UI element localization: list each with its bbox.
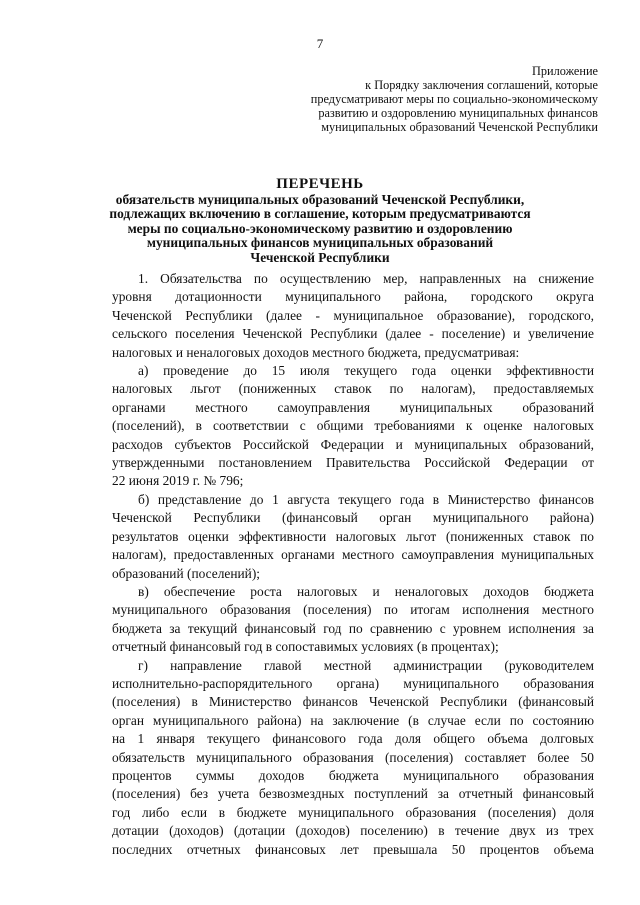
appendix-line: к Порядку заключения соглашений, которые — [365, 78, 598, 92]
paragraph-line: процентов суммы доходов бюджета муниципального образования — [112, 767, 594, 783]
paragraph-line: уровня дотационности муниципального района, городского округа — [112, 289, 594, 305]
paragraph-line: орган муниципального района) на заключение (в случае если по состоянию — [112, 712, 594, 728]
paragraph-line: утвержденными постановлением Правительства Российской Федерации от — [112, 455, 594, 471]
paragraph-line: а) проведение до 15 июля текущего года оценки эффективности — [138, 363, 594, 379]
subtitle-line: меры по социально-экономическому развитию и оздоровлению — [127, 220, 513, 236]
paragraph-line: налоговых и неналоговых доходов местного бюджета, предусматривая: — [112, 344, 520, 360]
paragraph — [112, 583, 594, 657]
paragraph-line: (поселения) в Министерство финансов Чеченской Республики (финансовый — [112, 694, 594, 710]
paragraph — [112, 362, 594, 491]
paragraph-line: Чеченской Республики (далее - муниципальное образование), городского, — [112, 307, 594, 323]
appendix-note — [268, 64, 598, 134]
document-subtitle — [60, 193, 580, 265]
subtitle-line: Чеченской Республики — [250, 249, 390, 265]
paragraph-line: на 1 января текущего финансового года доля общего объема долговых — [112, 731, 594, 747]
paragraph-line: 1. Обязательства по осуществлению мер, направленных на снижение — [138, 271, 594, 286]
appendix-line: предусматривают меры по социально-экономическому — [310, 92, 598, 106]
paragraph-line: расходов субъектов Российской Федерации и муниципальных образований, — [112, 436, 594, 452]
paragraph-line: результатов оценки эффективности налоговых льгот (пониженных ставок по — [112, 528, 594, 544]
document-body — [112, 270, 594, 859]
paragraph-line: налоговых льгот (пониженных ставок по налогам), предоставляемых — [112, 381, 594, 397]
paragraph-line: последних отчетных финансовых лет превышала 50 процентов объема — [112, 841, 594, 857]
paragraph-line: обязательств муниципального образования (поселения) составляет более 50 — [112, 749, 594, 765]
paragraph-line: образований (поселений); — [112, 565, 260, 581]
subtitle-line: муниципальных финансов муниципальных образований — [146, 235, 494, 251]
subtitle-line: подлежащих включению в соглашение, которым предусматриваются — [109, 206, 531, 222]
paragraph-line: (поселения) без учета безвозмездных поступлений за отчетный финансовый — [112, 786, 594, 802]
paragraph — [112, 657, 594, 859]
page-number: 7 — [316, 36, 324, 51]
paragraph-line: сельского поселения Чеченской Республики (далее - поселение) и увеличение — [112, 326, 594, 342]
subtitle-line: обязательств муниципальных образований Чеченской Республики, — [115, 192, 525, 207]
paragraph — [112, 491, 594, 583]
appendix-line: муниципальных образований Чеченской Республики — [321, 120, 598, 134]
paragraph-line: в) обеспечение роста налоговых и неналоговых доходов бюджета — [138, 583, 594, 599]
paragraph-line: отчетный финансовый год в сопоставимых условиях (в процентах); — [112, 639, 499, 655]
paragraph-line: г) направление главой местной администрации (руководителем — [138, 657, 594, 673]
paragraph-line: налогам), предоставленных органами местного самоуправления муниципальных — [112, 547, 594, 563]
paragraph-line: 22 июня 2019 г. № 796; — [112, 473, 244, 489]
paragraph-line: исполнительно-распорядительного органа) муниципального образования — [112, 675, 594, 691]
document-title: ПЕРЕЧЕНЬ — [276, 176, 364, 192]
appendix-line: развитию и оздоровлению муниципальных финансов — [318, 106, 598, 120]
paragraph-line: год либо если в бюджете муниципального образования (поселения) доля — [112, 804, 594, 820]
paragraph-line: муниципального образования (поселения) по итогам исполнения местного — [112, 602, 594, 618]
paragraph-line: дотации (доходов) (дотации (доходов) поселению) в течение двух из трех — [112, 823, 594, 839]
paragraph-line: Чеченской Республики (финансовый орган муниципального района) — [112, 510, 594, 526]
appendix-line: Приложение — [532, 64, 598, 78]
paragraph-line: (поселений), в соответствии с общими требованиями к оценке налоговых — [112, 418, 594, 434]
paragraph-line: органами местного самоуправления муниципальных образований — [112, 399, 594, 415]
paragraph-line: б) представление до 1 августа текущего года в Министерство финансов — [138, 491, 594, 507]
paragraph — [112, 270, 594, 362]
paragraph-line: бюджета за текущий финансовый год по сравнению с уровнем исполнения за — [112, 620, 594, 636]
